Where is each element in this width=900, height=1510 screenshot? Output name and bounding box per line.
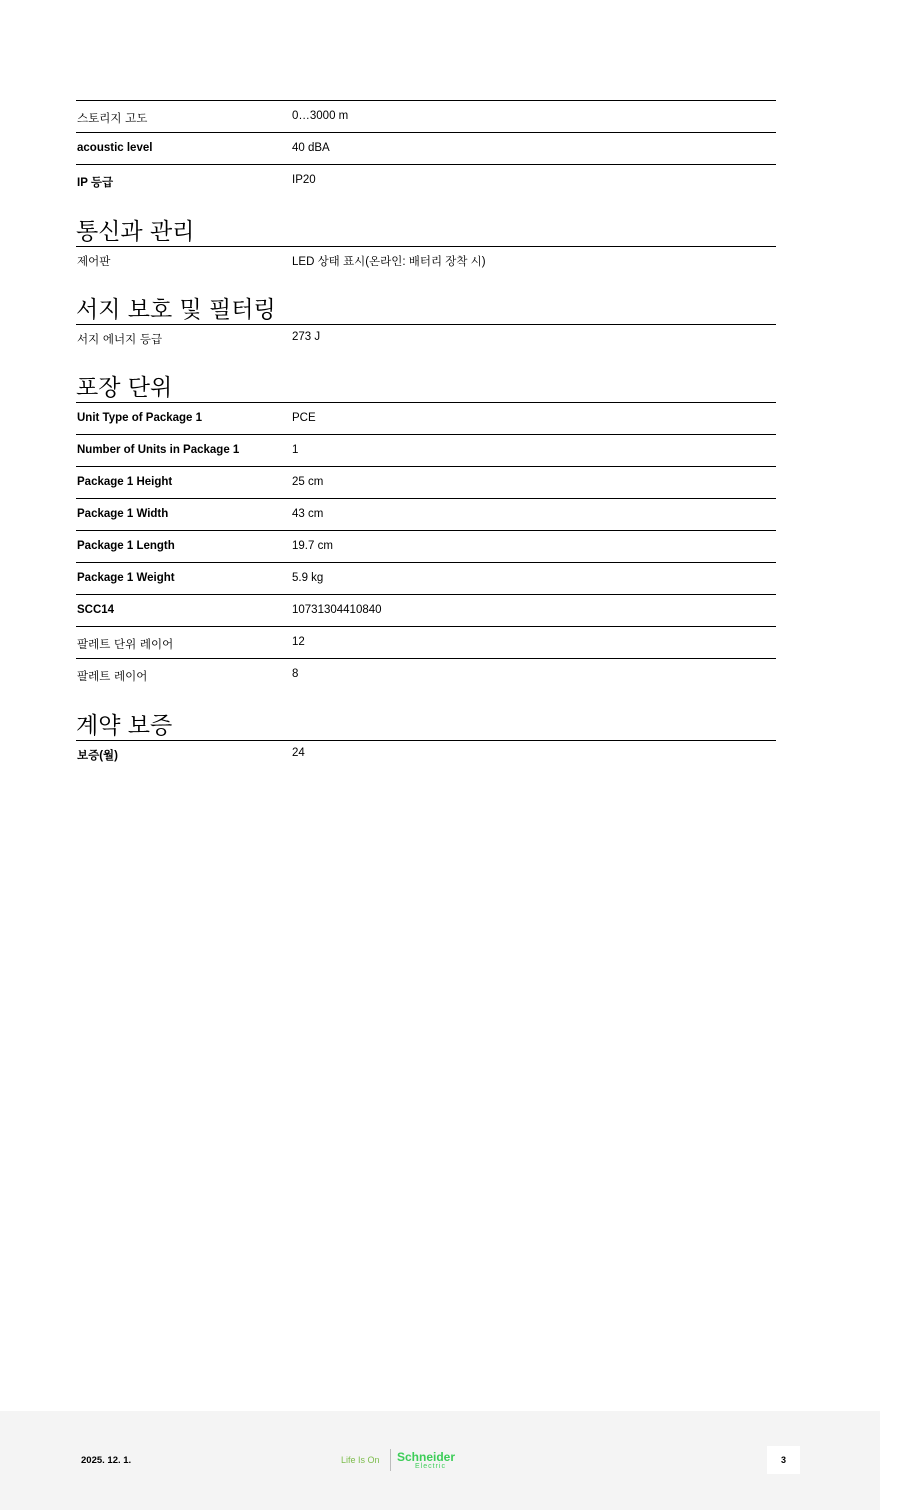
spec-value: 40 dBA: [292, 142, 330, 154]
spec-row: [76, 132, 776, 164]
spec-row: [76, 324, 776, 352]
section-title: 포장 단위: [76, 375, 173, 401]
spec-value: 43 cm: [292, 508, 324, 520]
life-is-on-tagline: Life Is On: [341, 1455, 380, 1465]
spec-label: 스토리지 고도: [77, 111, 148, 125]
spec-row: [76, 658, 776, 690]
spec-value: 273 J: [292, 331, 321, 343]
spec-value: 0…3000 m: [292, 110, 349, 122]
spec-row: [76, 100, 776, 132]
spec-content: [76, 100, 776, 768]
spec-row: [76, 164, 776, 196]
spec-value: 5.9 kg: [292, 572, 324, 584]
spec-table: [76, 740, 776, 768]
spec-value: LED 상태 표시(온라인: 배터리 장착 시): [292, 256, 486, 268]
spec-value: 1: [292, 444, 299, 456]
spec-table: [76, 246, 776, 274]
spec-label: IP 등급: [77, 177, 114, 189]
spec-label: SCC14: [77, 604, 115, 616]
page-number: 3: [767, 1446, 800, 1474]
schneider-logo-sub: Electric: [415, 1463, 446, 1470]
spec-row: [76, 434, 776, 466]
page-footer: [0, 1411, 880, 1510]
spec-label: 서지 에너지 등급: [77, 332, 163, 346]
spec-value: 12: [292, 636, 305, 648]
spec-label: Package 1 Height: [77, 476, 173, 488]
footer-date: 2025. 12. 1.: [81, 1455, 132, 1466]
spec-row: [76, 740, 776, 768]
section-communication: [76, 218, 776, 274]
spec-value: PCE: [292, 412, 316, 424]
spec-label: 보증(월): [77, 750, 118, 762]
schneider-logo: Schneider: [397, 1450, 456, 1464]
spec-row: [76, 562, 776, 594]
spec-row: [76, 530, 776, 562]
spec-label: Package 1 Weight: [77, 572, 175, 584]
top-spec-table: [76, 100, 776, 196]
spec-table: [76, 402, 776, 690]
spec-row: [76, 498, 776, 530]
spec-value: 10731304410840: [292, 604, 382, 616]
logo-divider: [390, 1449, 391, 1471]
spec-value: 24: [292, 747, 305, 759]
spec-label: acoustic level: [77, 142, 153, 154]
spec-label: Unit Type of Package 1: [77, 412, 203, 424]
spec-value: IP20: [292, 174, 316, 186]
spec-value: 25 cm: [292, 476, 324, 488]
spec-label: Package 1 Width: [77, 508, 169, 520]
section-packing: [76, 374, 776, 690]
spec-label: Package 1 Length: [77, 540, 175, 552]
spec-value: 19.7 cm: [292, 540, 333, 552]
spec-label: 제어판: [77, 254, 111, 268]
spec-value: 8: [292, 668, 299, 680]
section-title: 통신과 관리: [76, 219, 195, 245]
section-title: 계약 보증: [76, 713, 173, 739]
spec-label: 팔레트 단위 레이어: [77, 637, 174, 651]
section-warranty: [76, 712, 776, 768]
spec-row: [76, 594, 776, 626]
section-surge: [76, 296, 776, 352]
spec-label: Number of Units in Package 1: [77, 444, 240, 456]
spec-row: [76, 246, 776, 274]
spec-label: 팔레트 레이어: [77, 669, 148, 683]
spec-table: [76, 324, 776, 352]
spec-row: [76, 402, 776, 434]
spec-row: [76, 466, 776, 498]
spec-row: [76, 626, 776, 658]
section-title: 서지 보호 및 필터링: [76, 297, 276, 323]
